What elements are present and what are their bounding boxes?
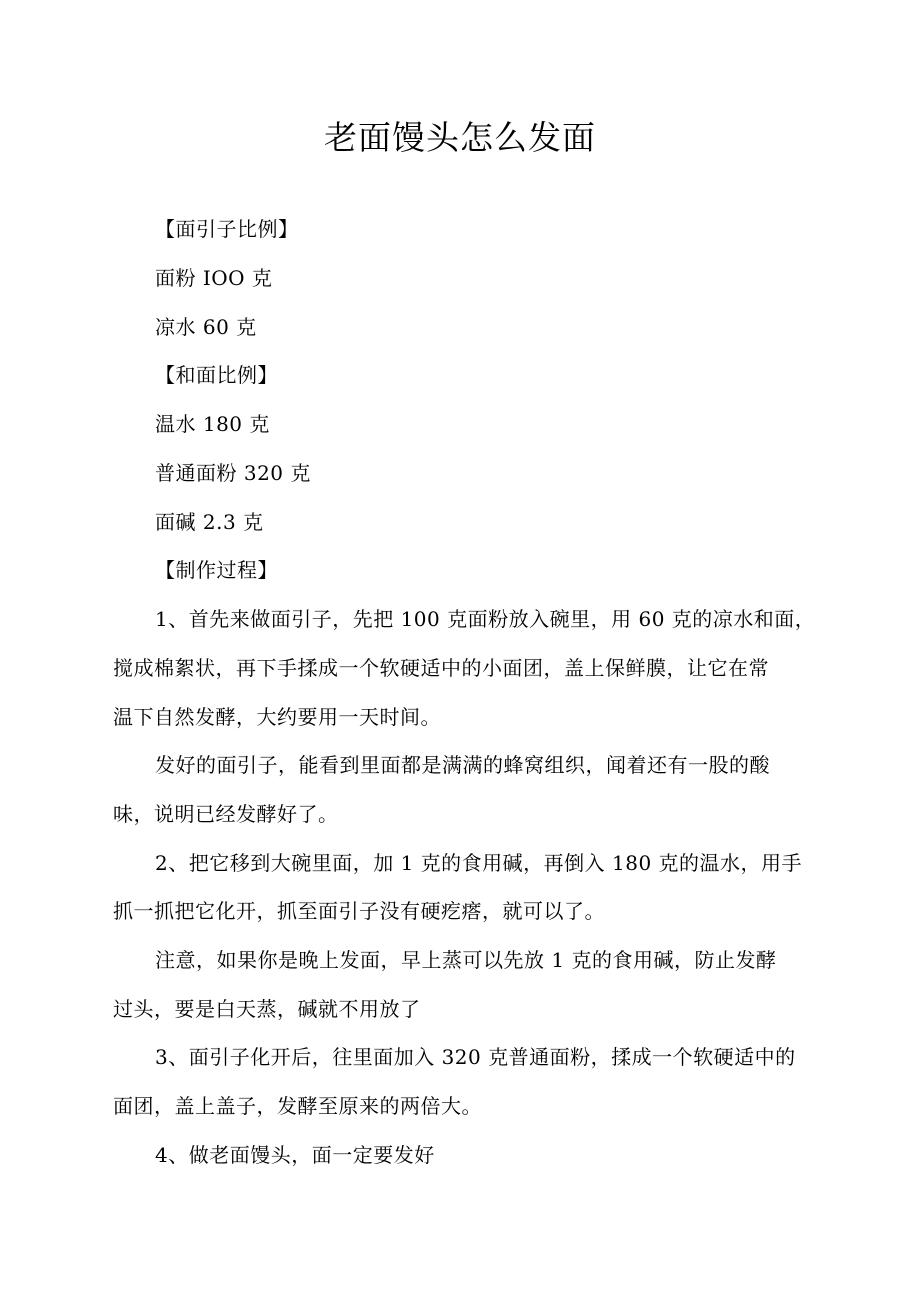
paragraph-line: 4、做老面馒头，面一定要发好 [155,1143,435,1167]
ingredient-alkali: 面碱 2.3 克 [155,510,264,534]
paragraph-line: 3、面引子化开后，往里面加入 320 克普通面粉，揉成一个软硬适中的 [155,1045,796,1069]
paragraph-line: 注意，如果你是晚上发面，早上蒸可以先放 1 克的食用碱，防止发酵 [155,948,777,972]
paragraph-line: 抓一抓把它化开，抓至面引子没有硬疙瘩，就可以了。 [113,899,605,923]
paragraph-line: 2、把它移到大碗里面，加 1 克的食用碱，再倒入 180 克的温水，用手 [155,851,803,875]
paragraph-line: 过头，要是白天蒸，碱就不用放了 [113,997,421,1021]
section-heading-dough-ratio: 【和面比例】 [155,363,278,387]
paragraph-line: 发好的面引子，能看到里面都是满满的蜂窝组织，闻着还有一股的酸 [155,753,770,777]
paragraph-line: 搅成棉絮状，再下手揉成一个软硬适中的小面团，盖上保鲜膜，让它在常 [113,656,769,680]
paragraph-line: 面团，盖上盖子，发酵至原来的两倍大。 [113,1094,482,1118]
section-heading-starter-ratio: 【面引子比例】 [155,217,299,241]
section-heading-process: 【制作过程】 [155,558,278,582]
ingredient-cold-water: 凉水 60 克 [155,315,257,339]
ingredient-warm-water: 温水 180 克 [155,412,270,436]
paragraph-line: 1、首先来做面引子，先把 100 克面粉放入碗里，用 60 克的凉水和面， [155,607,816,631]
ingredient-flour: 面粉 IOO 克 [155,266,273,290]
ingredient-plain-flour: 普通面粉 320 克 [155,461,311,485]
paragraph-line: 温下自然发酵，大约要用一天时间。 [113,705,441,729]
paragraph-line: 味，说明已经发酵好了。 [113,802,339,826]
document-title: 老面馒头怎么发面 [324,118,596,157]
